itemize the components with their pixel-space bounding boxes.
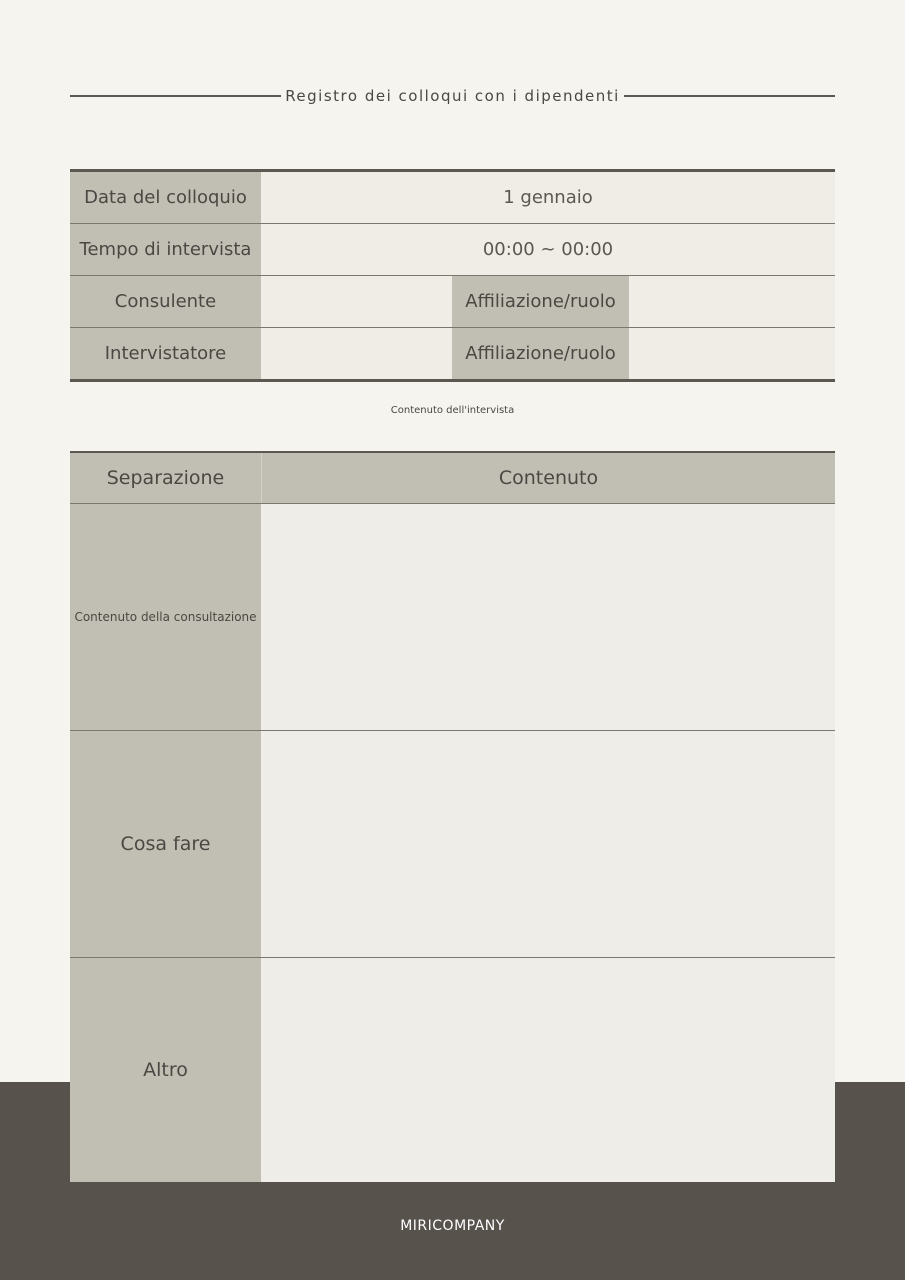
todo-content-field[interactable]: [261, 731, 835, 957]
consultation-content-field[interactable]: [261, 504, 835, 730]
table-row: [70, 731, 835, 958]
interviewer-label: Intervistatore: [70, 328, 261, 379]
row-label-consultation: Contenuto della consultazione: [70, 504, 261, 730]
interview-info-table: [70, 169, 835, 382]
content-table-header: [70, 453, 835, 504]
date-row: [70, 172, 835, 224]
other-content-field[interactable]: [261, 958, 835, 1182]
time-label: Tempo di intervista: [70, 224, 261, 275]
table-row: [70, 958, 835, 1182]
row-label-todo: Cosa fare: [70, 731, 261, 957]
header-content: Contenuto: [261, 453, 835, 503]
page-title-text: Registro dei colloqui con i dipendenti: [281, 87, 624, 105]
time-value[interactable]: 00:00 ~ 00:00: [261, 224, 835, 275]
interviewer-role-label: Affiliazione/ruolo: [452, 328, 629, 379]
date-value[interactable]: 1 gennaio: [261, 172, 835, 223]
table-row: [70, 504, 835, 731]
interviewer-field[interactable]: [261, 328, 452, 379]
consultant-row: [70, 276, 835, 328]
consultant-label: Consulente: [70, 276, 261, 327]
row-label-other: Altro: [70, 958, 261, 1182]
interview-content-table: [70, 451, 835, 1182]
page-title: [70, 84, 835, 108]
section-subtitle: Contenuto dell'intervista: [390, 405, 515, 416]
consultant-role-field[interactable]: [629, 276, 835, 327]
date-label: Data del colloquio: [70, 172, 261, 223]
header-separation: Separazione: [106, 467, 225, 489]
interviewer-row: [70, 328, 835, 379]
time-row: [70, 224, 835, 276]
interviewer-role-field[interactable]: [629, 328, 835, 379]
consultant-field[interactable]: [261, 276, 452, 327]
footer-brand: MIRICOMPANY: [400, 1218, 505, 1234]
consultant-role-label: Affiliazione/ruolo: [452, 276, 629, 327]
